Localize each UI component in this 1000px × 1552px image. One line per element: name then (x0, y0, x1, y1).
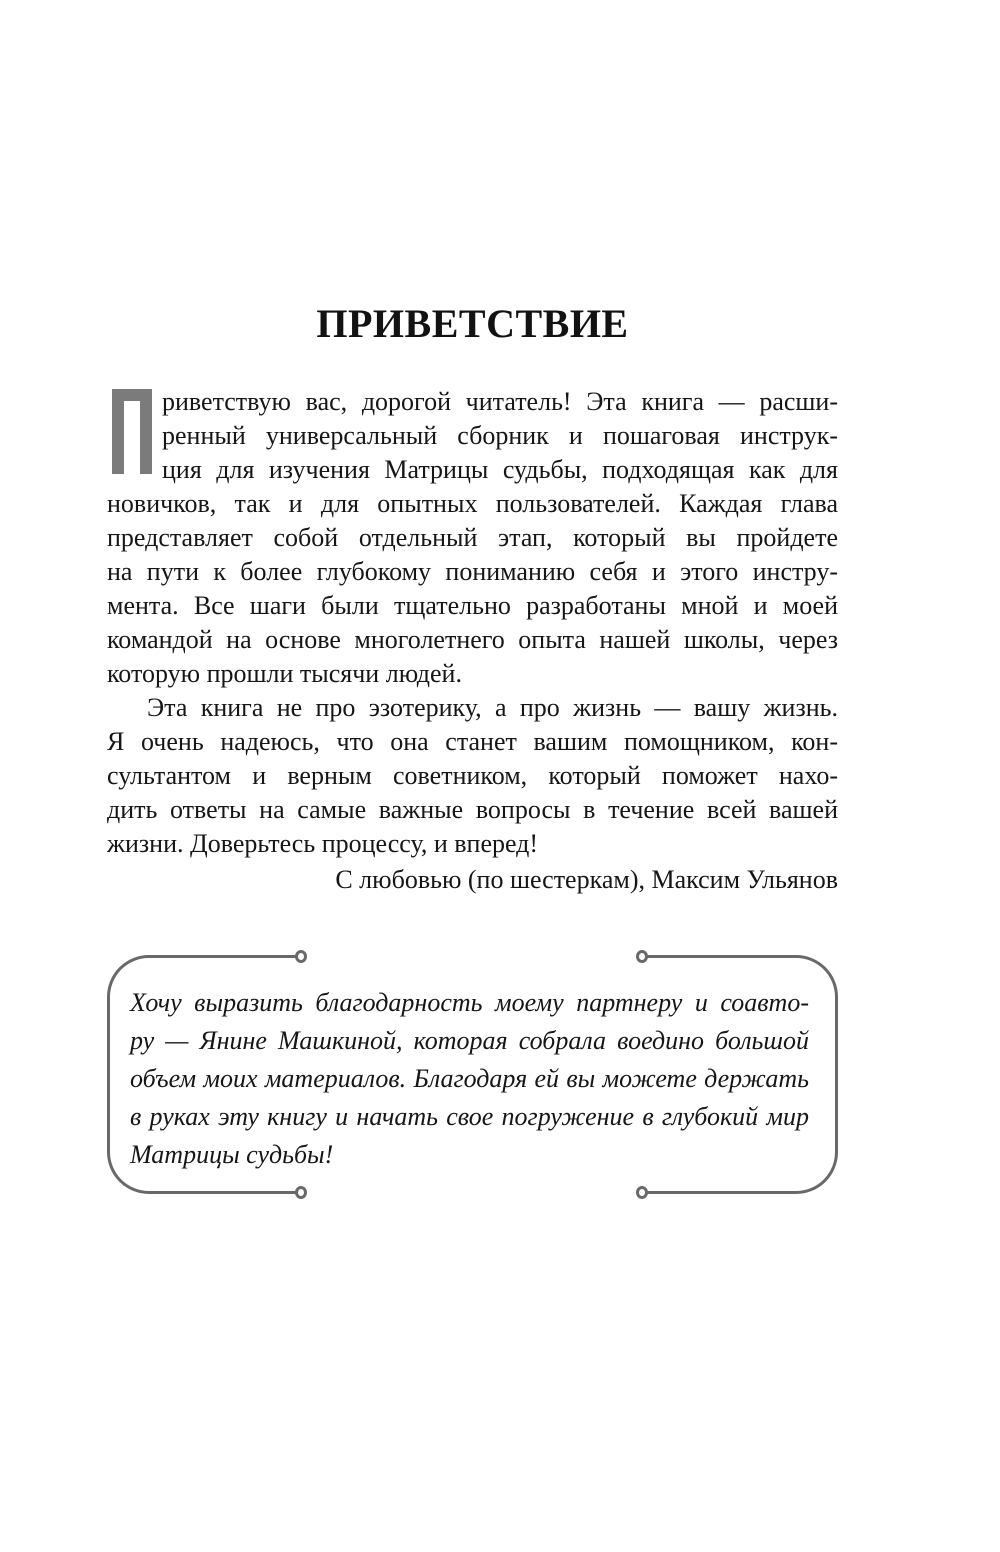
chapter-title: ПРИВЕТСТВИЕ (316, 301, 629, 346)
border-dot-icon (636, 950, 648, 963)
text-line: ренный универсальный сборник и пошаговая инструк- (162, 421, 838, 450)
text-line: которую прошли тысячи людей. (107, 659, 462, 688)
text-line: представляет собой отдельный этап, который вы пройдете (107, 523, 838, 552)
note-line: Матрицы судьбы! (130, 1140, 334, 1169)
border-dot-icon (636, 1186, 648, 1199)
note-line: объем моих материалов. Благодаря ей вы можете держать (130, 1064, 809, 1093)
intro-paragraph (107, 385, 838, 691)
text-line: Я очень надеюсь, что она станет вашим помощником, кон- (107, 727, 838, 756)
drop-cap-letter (112, 389, 152, 474)
border-gap-top (298, 953, 645, 961)
text-line: ция для изучения Матрицы судьбы, подходящая как для (162, 455, 838, 484)
second-paragraph (107, 691, 838, 861)
text-line: командой на основе многолетнего опыта нашей школы, через (107, 625, 838, 654)
text-line: новичков, так и для опытных пользователей. Каждая глава (107, 489, 838, 518)
border-dot-icon (295, 950, 307, 963)
border-dot-icon (295, 1186, 307, 1199)
text-line: риветствую вас, дорогой читатель! Эта книга — расши- (162, 387, 838, 416)
page-content (107, 0, 838, 1194)
border-gap-bottom (298, 1188, 645, 1196)
text-line: дить ответы на самые важные вопросы в течение всей вашей (107, 795, 838, 824)
note-line: в руках эту книгу и начать свое погружение в глубокий мир (130, 1102, 809, 1131)
text-line: на пути к более глубокому пониманию себя и этого инстру- (107, 557, 838, 586)
signature-line: С любовью (по шестеркам), Максим Ульянов (335, 865, 838, 894)
note-line: Хочу выразить благодарность моему партнеру и соавто- (130, 988, 809, 1017)
note-box (107, 955, 838, 1194)
note-paragraph (110, 958, 835, 1174)
text-line: сультантом и верным советником, который поможет нахо- (107, 761, 838, 790)
text-line: мента. Все шаги были тщательно разработаны мной и моей (107, 591, 838, 620)
text-line: жизни. Доверьтесь процессу, и вперед! (107, 829, 539, 858)
note-line: ру — Янине Машкиной, которая собрала воедино большой (130, 1026, 809, 1055)
text-line: Эта книга не про эзотерику, а про жизнь — вашу жизнь. (147, 693, 838, 722)
